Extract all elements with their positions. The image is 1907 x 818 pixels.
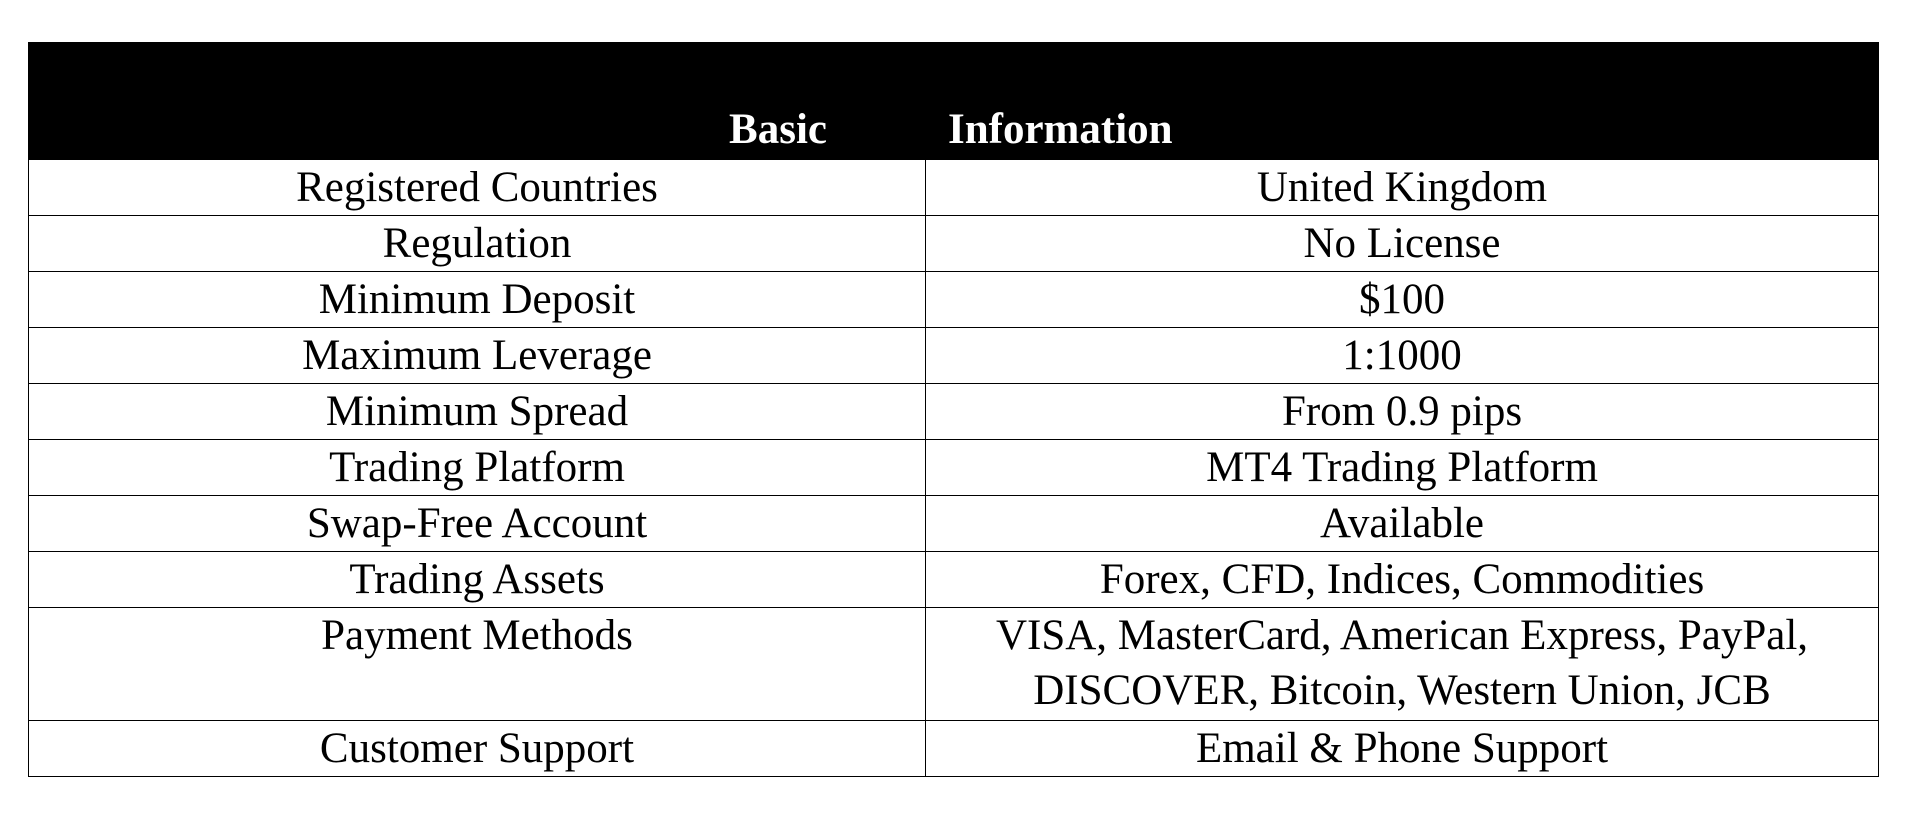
table-row	[29, 440, 1879, 496]
table-row	[29, 272, 1879, 328]
row-label-trading-assets: Trading Assets	[29, 552, 926, 608]
row-label-swap-free-account: Swap-Free Account	[29, 496, 926, 552]
row-value-minimum-deposit: $100	[926, 272, 1879, 328]
table-row	[29, 328, 1879, 384]
table-row	[29, 160, 1879, 216]
row-value-registered-countries: United Kingdom	[926, 160, 1879, 216]
row-label-minimum-spread: Minimum Spread	[29, 384, 926, 440]
table-row	[29, 608, 1879, 721]
row-value-maximum-leverage: 1:1000	[926, 328, 1879, 384]
table-header-row	[29, 43, 1879, 160]
table-row	[29, 496, 1879, 552]
row-value-minimum-spread: From 0.9 pips	[926, 384, 1879, 440]
row-label-trading-platform: Trading Platform	[29, 440, 926, 496]
row-value-payment-methods	[926, 608, 1879, 721]
payment-methods-line-2: DISCOVER, Bitcoin, Western Union, JCB	[1033, 667, 1771, 714]
header-information: Information	[926, 43, 1879, 160]
header-basic: Basic	[29, 43, 926, 160]
row-label-registered-countries: Registered Countries	[29, 160, 926, 216]
table-row	[29, 552, 1879, 608]
table-row	[29, 721, 1879, 777]
row-value-regulation: No License	[926, 216, 1879, 272]
payment-methods-line-1: VISA, MasterCard, American Express, PayPal,	[995, 612, 1809, 659]
basic-information-table	[28, 42, 1879, 777]
row-label-maximum-leverage: Maximum Leverage	[29, 328, 926, 384]
row-value-swap-free-account: Available	[926, 496, 1879, 552]
row-value-trading-platform: MT4 Trading Platform	[926, 440, 1879, 496]
row-value-customer-support: Email & Phone Support	[926, 721, 1879, 777]
row-label-minimum-deposit: Minimum Deposit	[29, 272, 926, 328]
row-label-regulation: Regulation	[29, 216, 926, 272]
table-row	[29, 216, 1879, 272]
row-label-customer-support: Customer Support	[29, 721, 926, 777]
row-value-trading-assets: Forex, CFD, Indices, Commodities	[926, 552, 1879, 608]
row-label-payment-methods: Payment Methods	[29, 608, 926, 721]
table-row	[29, 384, 1879, 440]
